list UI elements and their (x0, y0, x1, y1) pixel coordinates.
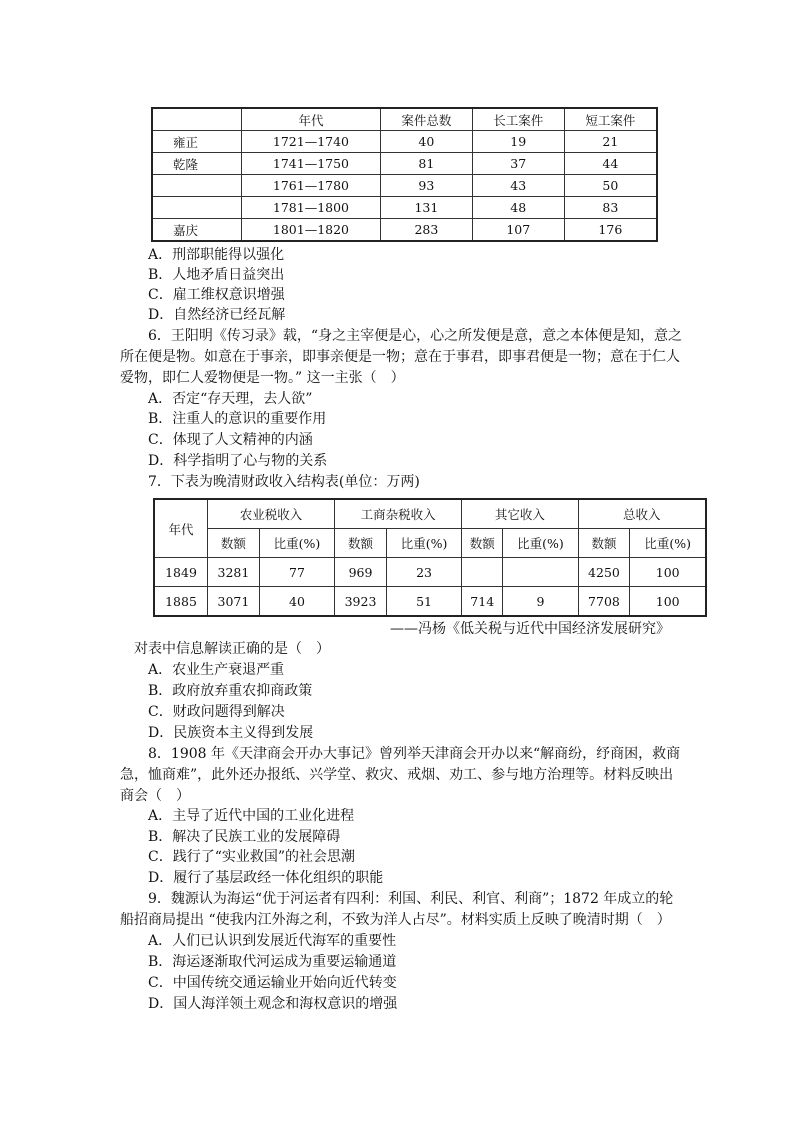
table-cell: 107 (472, 219, 564, 242)
table-cell: 37 (472, 153, 564, 175)
q5-option-b: B．人地矛盾日益突出 (148, 267, 285, 283)
table-cell: 乾隆 (152, 153, 242, 175)
table-subheader-row (154, 529, 706, 558)
table-cell: 714 (462, 587, 503, 617)
q8-option-a: A．主导了近代中国的工业化进程 (148, 808, 355, 824)
table-header-cell: 比重(%) (503, 529, 578, 558)
table-cell: 1761—1780 (242, 175, 381, 197)
q9-stem-line: 船招商局提出 “使我内江外海之利，不致为洋人占尽”。材料实质上反映了晚清时期（ ） (120, 912, 671, 928)
table-row (152, 153, 657, 175)
table-row (154, 587, 706, 617)
table-cell: 43 (472, 175, 564, 197)
table-cell: 1849 (154, 558, 208, 587)
q9-option-d: D．国人海洋领土观念和海权意识的增强 (148, 996, 398, 1012)
table-row (152, 175, 657, 197)
table-header-cell: 数额 (578, 529, 630, 558)
table-cell: 100 (630, 558, 706, 587)
q5-option-d: D．自然经济已经瓦解 (148, 307, 286, 323)
table-cell: 21 (564, 131, 657, 153)
q9-option-a: A．人们已认识到发展近代海军的重要性 (148, 933, 397, 949)
table-cell: 969 (335, 558, 387, 587)
table-cell (152, 197, 242, 219)
q8-option-c: C．践行了“实业救国”的社会思潮 (148, 849, 356, 865)
table-cell: 1801—1820 (242, 219, 381, 242)
q6-option-c: C．体现了人文精神的内涵 (148, 432, 313, 448)
table-header-row (154, 499, 706, 529)
table-cell: 48 (472, 197, 564, 219)
table-cell: 40 (259, 587, 334, 617)
table-cell: 1721—1740 (242, 131, 381, 153)
table-header-cell: 长工案件 (472, 108, 564, 131)
table-header-cell: 其它收入 (462, 499, 578, 529)
table-header-cell: 比重(%) (386, 529, 461, 558)
table-header-cell: 数额 (462, 529, 503, 558)
q9-option-b: B．海运逐渐取代河运成为重要运输通道 (148, 954, 397, 970)
table-header-cell: 数额 (335, 529, 387, 558)
table-header-cell: 农业税收入 (208, 499, 335, 529)
table-cell: 7708 (578, 587, 630, 617)
table-header-cell: 比重(%) (259, 529, 334, 558)
table-header-cell: 数额 (208, 529, 260, 558)
q6-option-b: B．注重人的意识的重要作用 (148, 411, 327, 427)
table-cell: 131 (380, 197, 472, 219)
q5-option-a: A．刑部职能得以强化 (148, 247, 285, 263)
table-cell: 3281 (208, 558, 260, 587)
q8-option-d: D．履行了基层政经一体化组织的职能 (148, 870, 384, 886)
table-row (154, 558, 706, 587)
table-cell (152, 175, 242, 197)
table-header-cell (152, 108, 242, 131)
q6-stem-line: 6．王阳明《传习录》载，“身之主宰便是心，心之所发便是意，意之本体便是知，意之 (148, 328, 683, 344)
q7-stem: 7．下表为晚清财政收入结构表(单位：万两) (148, 474, 420, 490)
q6-option-a: A．否定“存天理，去人欲” (148, 391, 313, 407)
q7-option-a: A．农业生产衰退严重 (148, 662, 285, 678)
table-cell: 雍正 (152, 131, 242, 153)
table-cell (462, 558, 503, 587)
table-row (152, 219, 657, 242)
table-cell: 1741—1750 (242, 153, 381, 175)
q8-option-b: B．解决了民族工业的发展障碍 (148, 829, 341, 845)
table-header-cell: 工商杂税收入 (335, 499, 462, 529)
table-cell (503, 558, 578, 587)
q7-option-d: D．民族资本主义得到发展 (148, 725, 314, 741)
table-header-cell: 短工案件 (564, 108, 657, 131)
q9-option-c: C．中国传统交通运输业开始向近代转变 (148, 975, 397, 991)
table-cell: 283 (380, 219, 472, 242)
fiscal-revenue-table (153, 498, 707, 617)
table-cell: 9 (503, 587, 578, 617)
table-cell: 40 (380, 131, 472, 153)
q7-question: 对表中信息解读正确的是（ ） (134, 641, 330, 657)
table-cell: 4250 (578, 558, 630, 587)
table-header-row (152, 108, 657, 131)
table-cell: 3923 (335, 587, 387, 617)
table-row (152, 197, 657, 219)
q6-stem-line: 爱物，即仁人爱物便是一物。” 这一主张（ ） (120, 370, 405, 386)
q6-option-d: D．科学指明了心与物的关系 (148, 453, 328, 469)
q7-option-c: C．财政问题得到解决 (148, 704, 285, 720)
table-header-cell: 总收入 (578, 499, 706, 529)
q6-stem-line: 所在便是物。如意在于事亲，即事亲便是一物；意在于事君，即事君便是一物；意在于仁人 (120, 349, 680, 365)
q5-option-c: C．雇工维权意识增强 (148, 287, 285, 303)
q9-stem-line: 9．魏源认为海运“优于河运者有四利：利国、利民、利官、利商”；1872 年成立的轮 (148, 891, 674, 907)
table-header-cell: 年代 (154, 499, 208, 558)
table-cell: 100 (630, 587, 706, 617)
q7-option-b: B．政府放弃重农抑商政策 (148, 683, 313, 699)
table-header-cell: 年代 (242, 108, 381, 131)
labor-cases-table (151, 107, 658, 242)
table-cell: 51 (386, 587, 461, 617)
q8-stem-line: 急，恤商难”，此外还办报纸、兴学堂、救灾、戒烟、劝工、参与地方治理等。材料反映出 (120, 767, 674, 783)
table-cell: 3071 (208, 587, 260, 617)
table-cell: 83 (564, 197, 657, 219)
table-cell: 1781—1800 (242, 197, 381, 219)
table-cell: 19 (472, 131, 564, 153)
q8-stem-line: 8．1908 年《天津商会开办大事记》曾列举天津商会开办以来“解商纷，纾商困，救商 (148, 746, 681, 762)
table-cell: 93 (380, 175, 472, 197)
table-source-citation: ——冯杨《低关税与近代中国经济发展研究》 (390, 621, 670, 637)
table-cell: 50 (564, 175, 657, 197)
table-cell: 嘉庆 (152, 219, 242, 242)
table-cell: 176 (564, 219, 657, 242)
table-cell: 77 (259, 558, 334, 587)
table-cell: 44 (564, 153, 657, 175)
table-header-cell: 案件总数 (380, 108, 472, 131)
table-cell: 81 (380, 153, 472, 175)
q8-stem-line: 商会（ ） (120, 788, 190, 804)
table-row (152, 131, 657, 153)
table-cell: 1885 (154, 587, 208, 617)
table-cell: 23 (386, 558, 461, 587)
table-header-cell: 比重(%) (630, 529, 706, 558)
